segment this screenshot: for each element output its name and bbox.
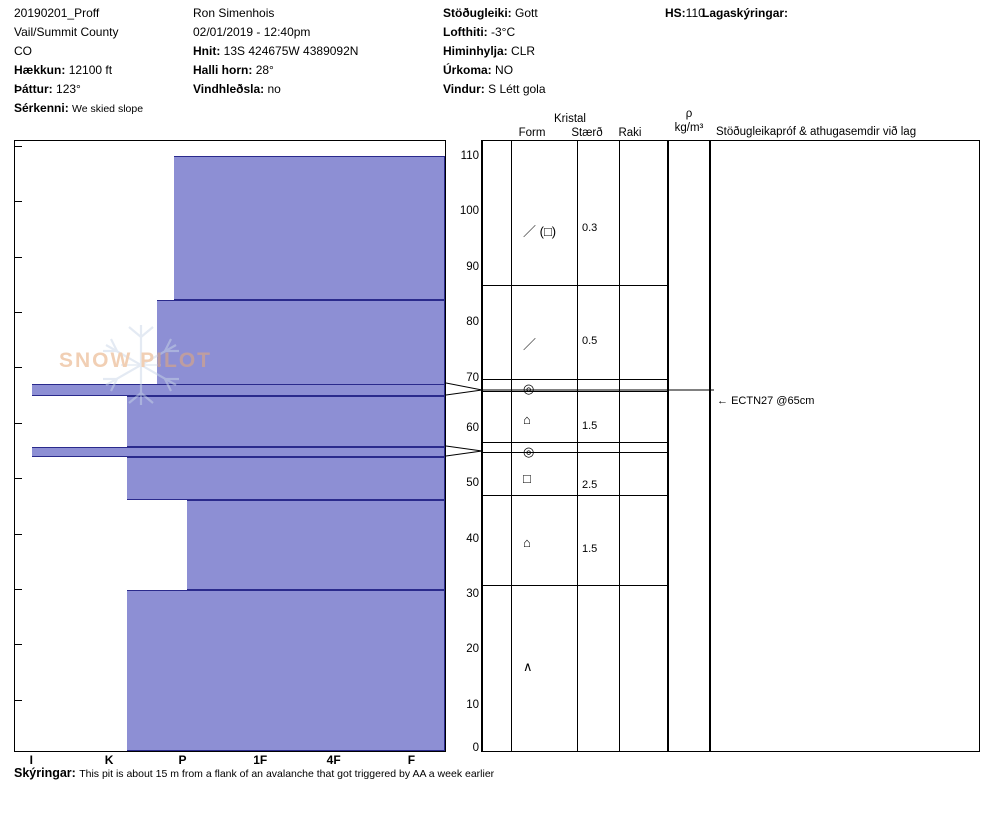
hardness-bar-layer-3 [32, 384, 445, 396]
hs-value: 110 [685, 6, 705, 20]
grain-form-layer-4: ⌂ [523, 412, 531, 427]
watermark-label: SNOW PILOT [59, 349, 212, 372]
grain-form-layer-5: ◎ [523, 444, 535, 459]
depth-tick-100: 100 [459, 205, 479, 217]
grain-row-divider-65 [483, 391, 667, 392]
hardness-bar-layer-6 [127, 457, 445, 500]
grain-row-divider-56 [483, 442, 667, 443]
grain-row-divider-84 [483, 285, 667, 286]
pit-header [0, 0, 994, 118]
header-row-wind-loading [193, 80, 443, 99]
header-row-pit-name [14, 4, 194, 23]
annotation-arrow-icon: ← [717, 395, 728, 407]
hardness-bar-layer-1 [174, 156, 445, 300]
grain-size-layer-6: 2.5 [582, 479, 598, 491]
annotation-text: ECTN27 @65cm [731, 395, 815, 407]
aspect-value: 123° [56, 82, 81, 96]
header-row-region [14, 23, 194, 42]
form-heading: Form [518, 127, 546, 139]
annotation-ectn27 [717, 395, 814, 407]
depth-tick-60: 60 [466, 422, 479, 434]
header-row-layer-comments [702, 4, 992, 23]
header-row-observer [193, 4, 443, 23]
comments-heading: Stöðugleikapróf & athugasemdir við lag [716, 126, 917, 138]
header-column-location [14, 4, 194, 118]
grain-size-layer-7: 1.5 [582, 543, 598, 555]
crystal-heading: Kristal [554, 113, 586, 125]
grain-col-divider-left [511, 141, 512, 751]
size-heading: Stærð [571, 127, 603, 139]
hardness-bar-layer-2 [157, 300, 445, 394]
pit-comments-footer [14, 766, 974, 786]
density-column [668, 140, 710, 752]
depth-tick-70: 70 [466, 372, 479, 384]
header-row-state [14, 42, 194, 61]
density-units-heading: kg/m³ [674, 122, 704, 134]
grain-row-divider-54 [483, 452, 667, 453]
header-row-aspect [14, 80, 194, 99]
depth-tick-110: 110 [460, 150, 479, 162]
hardness-label-f: F [407, 753, 416, 767]
header-column-layer-comments [702, 4, 992, 23]
header-row-stability [443, 4, 663, 23]
depth-tick-10: 10 [466, 699, 479, 711]
precipitation-value: NO [495, 63, 514, 77]
footer-text: This pit is about 15 m from a flank of an avalanche that got triggered by AA a week earlier [79, 768, 495, 780]
header-row-wind [443, 80, 663, 99]
hardness-label-k: K [104, 753, 114, 767]
layer-comments-label: Lagaskýringar: [702, 6, 789, 20]
air-temp-value: -3°C [491, 25, 516, 39]
header-row-features [14, 99, 194, 118]
coordinates-value: 13S 424675W 4389092N [223, 44, 359, 58]
grain-form-layer-2: ／ [523, 337, 537, 352]
coordinates-label: Hnit: [193, 44, 221, 58]
wetness-heading: Raki [618, 127, 642, 139]
header-row-coordinates [193, 42, 443, 61]
grain-form-layer-7: ⌂ [523, 535, 531, 550]
hardness-profile-plot [14, 140, 446, 752]
depth-tick-80: 80 [466, 316, 479, 328]
wind-label: Vindur: [443, 82, 485, 96]
hardness-label-i: I [29, 753, 33, 767]
hardness-label-4f: 4F [326, 753, 341, 767]
depth-tick-90: 90 [466, 261, 479, 273]
header-row-datetime [193, 23, 443, 42]
depth-tick-50: 50 [466, 477, 479, 489]
grain-property-table [482, 140, 668, 752]
features-label: Sérkenni: [14, 101, 69, 115]
grain-form-layer-1: ／ (□) [523, 224, 557, 239]
elevation-value: 12100 ft [68, 63, 113, 77]
region: Vail/Summit County [14, 25, 119, 39]
grain-form-layer-8: ∧ [523, 659, 533, 674]
header-row-air-temp [443, 23, 663, 42]
grain-row-divider-30 [483, 585, 667, 586]
stability-value: Gott [515, 6, 538, 20]
wind-loading-label: Vindhleðsla: [193, 82, 265, 96]
header-row-precipitation [443, 61, 663, 80]
hs-label: HS: [665, 6, 686, 20]
depth-tick-20: 20 [466, 643, 479, 655]
grain-size-layer-4: 1.5 [582, 420, 598, 432]
footer-label: Skýringar: [14, 766, 76, 780]
density-symbol-heading: ρ [685, 108, 693, 120]
precipitation-label: Úrkoma: [443, 63, 492, 77]
grain-form-layer-3: ◎ [523, 381, 535, 396]
depth-axis [446, 140, 482, 752]
wind-value: S Létt gola [488, 82, 546, 96]
elevation-label: Hækkun: [14, 63, 66, 77]
hardness-bar-layer-7 [187, 500, 445, 590]
hardness-bar-layer-4 [127, 396, 445, 447]
grain-size-layer-1: 0.3 [582, 222, 598, 234]
hardness-label-1f: 1F [253, 753, 268, 767]
state: CO [14, 44, 32, 58]
depth-tick-30: 30 [466, 588, 479, 600]
grain-col-divider-wetness [619, 141, 620, 751]
features-value: We skied slope [72, 103, 144, 115]
sky-cover-label: Himinhylja: [443, 44, 508, 58]
depth-tick-0: 0 [472, 742, 479, 754]
header-column-observer [193, 4, 443, 99]
wind-loading-value: no [267, 82, 281, 96]
header-row-elevation [14, 61, 194, 80]
observation-datetime: 02/01/2019 - 12:40pm [193, 25, 311, 39]
grain-col-divider-size [577, 141, 578, 751]
hardness-bar-layer-5 [32, 447, 445, 457]
hardness-bar-layer-8 [127, 590, 445, 751]
stability-comments-column [710, 140, 980, 752]
header-column-hs [665, 4, 705, 23]
header-row-sky-cover [443, 42, 663, 61]
grain-size-layer-2: 0.5 [582, 335, 598, 347]
aspect-label: Þáttur: [14, 82, 53, 96]
observer-name: Ron Simenhois [193, 6, 275, 20]
hardness-label-p: P [178, 753, 187, 767]
slope-angle-value: 28° [255, 63, 274, 77]
grain-row-divider-67 [483, 379, 667, 380]
pit-name: 20190201_Proff [14, 6, 100, 20]
stability-label: Stöðugleiki: [443, 6, 512, 20]
depth-tick-40: 40 [466, 533, 479, 545]
air-temp-label: Lofthiti: [443, 25, 488, 39]
header-row-slope-angle [193, 61, 443, 80]
grain-form-layer-6: □ [523, 471, 531, 486]
grain-row-divider-46 [483, 495, 667, 496]
slope-angle-label: Halli horn: [193, 63, 253, 77]
sky-cover-value: CLR [511, 44, 536, 58]
header-row-hs [665, 4, 705, 23]
header-column-weather [443, 4, 663, 99]
